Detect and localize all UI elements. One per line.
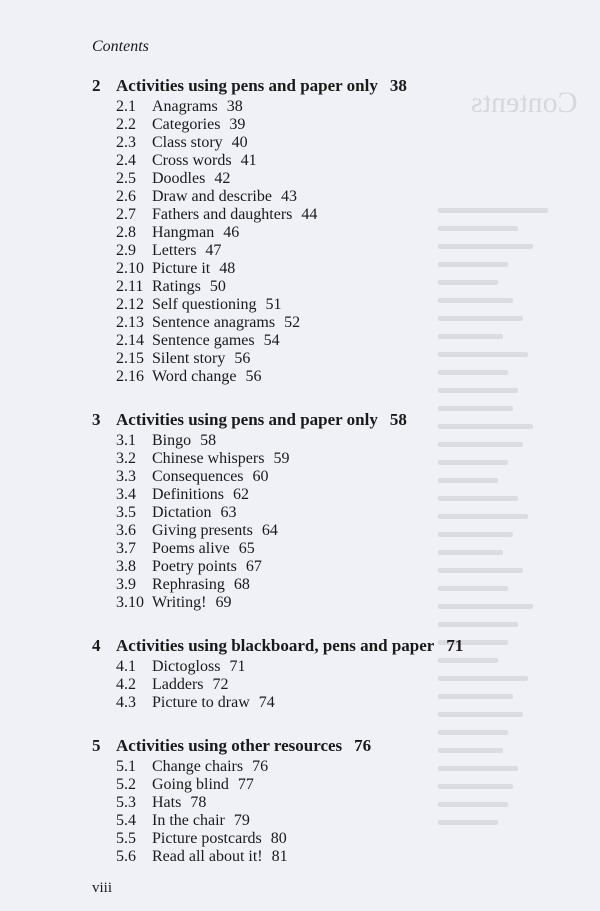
entry-page: 81 [271, 848, 288, 865]
entry-title: Silent story [152, 350, 226, 367]
entry-page: 64 [261, 522, 278, 539]
chapter-section [92, 410, 562, 612]
entry-number: 2.14 [116, 332, 144, 349]
entry-number: 2.15 [116, 350, 144, 367]
entry-title: Fathers and daughters [152, 206, 293, 223]
entry-number: 2.1 [116, 98, 136, 115]
entry-page: 80 [270, 830, 287, 847]
entry-number: 3.3 [116, 468, 136, 485]
entry-page: 56 [245, 368, 262, 385]
entry-page: 52 [284, 314, 301, 331]
chapter-number: 5 [92, 736, 101, 755]
entry-title: Picture it [152, 260, 211, 277]
entry-number: 3.6 [116, 522, 136, 539]
entry-number: 2.9 [116, 242, 136, 259]
entry-title: Consequences [152, 468, 244, 485]
entry-title: Dictogloss [152, 658, 221, 675]
entry-number: 5.1 [116, 758, 136, 775]
entry-title: Cross words [152, 152, 232, 169]
entry-title: Hats [152, 794, 182, 811]
entry-page: 42 [214, 170, 231, 187]
entry-page: 62 [233, 486, 249, 503]
toc-entry [92, 350, 562, 368]
entry-page: 65 [238, 540, 255, 557]
entry-page: 39 [229, 116, 246, 133]
toc-entry [92, 794, 562, 812]
entry-number: 4.2 [116, 676, 136, 693]
chapter-heading [92, 736, 562, 756]
entry-number: 3.10 [116, 594, 144, 611]
toc-entry [92, 206, 562, 224]
entry-page: 56 [234, 350, 251, 367]
entry-title: Sentence games [152, 332, 255, 349]
entry-page: 79 [233, 812, 250, 829]
toc-entry [92, 224, 562, 242]
entry-title: Writing! [152, 594, 207, 611]
entry-page: 46 [223, 224, 240, 241]
toc-entry [92, 242, 562, 260]
chapter-heading [92, 410, 562, 430]
entry-page: 48 [219, 260, 236, 277]
entry-number: 2.11 [116, 278, 144, 295]
toc-entry [92, 188, 562, 206]
entry-page: 41 [240, 152, 257, 169]
entry-number: 2.10 [116, 260, 144, 277]
toc-entry [92, 486, 562, 504]
entry-title: Definitions [152, 486, 224, 503]
entry-page: 68 [233, 576, 250, 593]
toc-entry [92, 468, 562, 486]
entry-number: 5.6 [116, 848, 136, 865]
chapter-heading [92, 76, 562, 96]
entry-number: 3.9 [116, 576, 136, 593]
entry-title: Ladders [152, 676, 204, 693]
chapter-page: 76 [354, 736, 372, 755]
entry-number: 3.2 [116, 450, 136, 467]
toc-entry [92, 576, 562, 594]
toc-entry [92, 278, 562, 296]
entry-title: Anagrams [152, 98, 218, 115]
entry-number: 2.3 [116, 134, 136, 151]
entry-number: 2.4 [116, 152, 136, 169]
toc-entry [92, 776, 562, 794]
entry-number: 4.1 [116, 658, 136, 675]
entry-number: 2.7 [116, 206, 136, 223]
entry-title: Ratings [152, 278, 201, 295]
entry-title: Draw and describe [152, 188, 272, 205]
entry-page: 47 [205, 242, 222, 259]
toc-entry [92, 116, 562, 134]
entry-title: Chinese whispers [152, 450, 265, 467]
entry-title: Dictation [152, 504, 212, 521]
entry-number: 3.4 [116, 486, 136, 503]
entry-page: 72 [212, 676, 229, 693]
entry-number: 3.8 [116, 558, 136, 575]
toc-entry [92, 848, 562, 866]
entry-number: 5.3 [116, 794, 136, 811]
entry-number: 2.6 [116, 188, 136, 205]
entry-page: 78 [190, 794, 207, 811]
chapter-title: Activities using pens and paper only [116, 76, 378, 95]
entry-number: 5.5 [116, 830, 136, 847]
entry-number: 2.12 [116, 296, 144, 313]
entry-number: 2.8 [116, 224, 136, 241]
entry-title: Letters [152, 242, 197, 259]
entry-page: 71 [229, 658, 246, 675]
chapter-page: 58 [389, 410, 407, 429]
toc-entry [92, 332, 562, 350]
entry-title: Poetry points [152, 558, 237, 575]
chapter-page: 38 [389, 76, 407, 95]
chapter-title: Activities using other resources [116, 736, 343, 755]
entry-page: 40 [231, 134, 248, 151]
running-head: Contents [92, 38, 149, 55]
chapter-section [92, 636, 562, 712]
entry-title: Poems alive [152, 540, 230, 557]
entry-page: 58 [200, 432, 217, 449]
chapter-number: 2 [92, 76, 101, 95]
entry-title: Hangman [152, 224, 215, 241]
entry-number: 3.1 [116, 432, 136, 449]
toc-entry [92, 504, 562, 522]
entry-page: 44 [301, 206, 318, 223]
entry-page: 59 [273, 450, 290, 467]
toc-entry [92, 594, 562, 612]
entry-number: 3.7 [116, 540, 136, 557]
toc-entry [92, 540, 562, 558]
chapter-section [92, 76, 562, 386]
entry-title: Read all about it! [152, 848, 263, 865]
entry-page: 76 [252, 758, 269, 775]
entry-page: 54 [263, 332, 280, 349]
chapter-title: Activities using pens and paper only [116, 410, 378, 429]
entry-page: 77 [237, 776, 254, 793]
entry-number: 3.5 [116, 504, 136, 521]
chapter-number: 3 [92, 410, 101, 429]
show-through-heading: Contents [471, 86, 578, 119]
entry-page: 69 [215, 594, 232, 611]
entry-number: 5.4 [116, 812, 136, 829]
entry-page: 67 [245, 558, 262, 575]
toc-entry [92, 432, 562, 450]
entry-title: Doodles [152, 170, 206, 187]
entry-title: Change chairs [152, 758, 244, 775]
entry-title: In the chair [152, 812, 225, 829]
entry-number: 2.5 [116, 170, 136, 187]
toc-entry [92, 658, 562, 676]
chapter-heading [92, 636, 562, 656]
toc-entry [92, 450, 562, 468]
toc-entry [92, 558, 562, 576]
entry-title: Categories [152, 116, 221, 133]
chapter-section [92, 736, 562, 866]
entry-page: 43 [280, 188, 297, 205]
entry-number: 5.2 [116, 776, 136, 793]
entry-title: Giving presents [152, 522, 253, 539]
entry-number: 2.13 [116, 314, 144, 331]
entry-title: Rephrasing [152, 576, 225, 593]
toc-entry [92, 314, 562, 332]
entry-title: Sentence anagrams [152, 314, 276, 331]
entry-page: 51 [265, 296, 282, 313]
entry-page: 38 [226, 98, 243, 115]
toc-entry [92, 134, 562, 152]
table-of-contents [92, 76, 562, 890]
chapter-page: 71 [446, 636, 464, 655]
toc-entry [92, 758, 562, 776]
entry-page: 63 [220, 504, 237, 521]
toc-entry [92, 522, 562, 540]
entry-title: Going blind [152, 776, 229, 793]
toc-entry [92, 98, 562, 116]
toc-entry [92, 368, 562, 386]
toc-entry [92, 170, 562, 188]
chapter-title: Activities using blackboard, pens and paper [116, 636, 435, 655]
entry-number: 2.2 [116, 116, 136, 133]
page-number: viii [92, 880, 113, 896]
entry-number: 2.16 [116, 368, 144, 385]
toc-entry [92, 260, 562, 278]
toc-entry [92, 152, 562, 170]
entry-page: 74 [258, 694, 275, 711]
entry-number: 4.3 [116, 694, 136, 711]
entry-title: Picture to draw [152, 694, 250, 711]
entry-title: Class story [152, 134, 223, 151]
entry-page: 50 [209, 278, 226, 295]
entry-page: 60 [252, 468, 269, 485]
chapter-number: 4 [92, 636, 101, 655]
toc-entry [92, 830, 562, 848]
entry-title: Picture postcards [152, 830, 262, 847]
toc-entry [92, 676, 562, 694]
toc-entry [92, 296, 562, 314]
entry-title: Self questioning [152, 296, 257, 313]
toc-entry [92, 812, 562, 830]
entry-title: Word change [152, 368, 237, 385]
toc-entry [92, 694, 562, 712]
entry-title: Bingo [152, 432, 192, 449]
